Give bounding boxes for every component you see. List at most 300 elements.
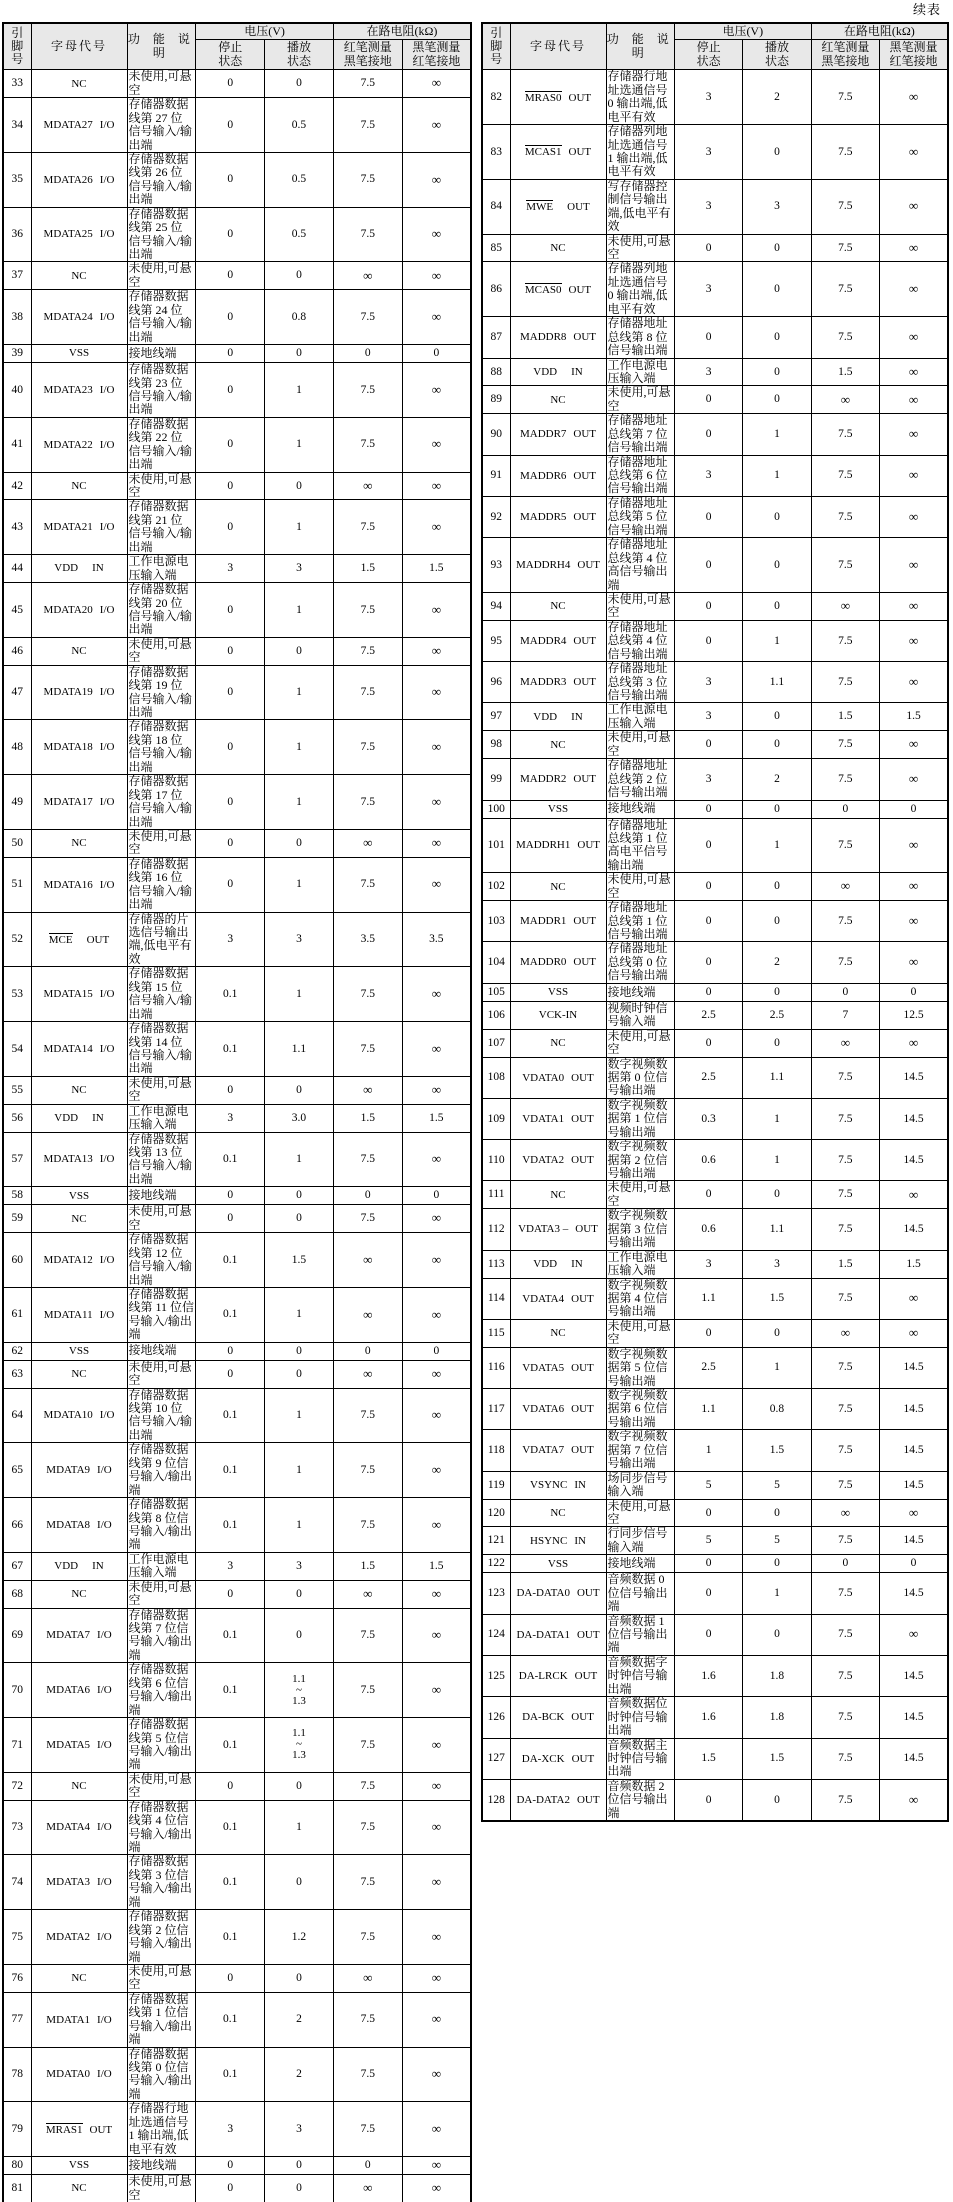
black-probe-resistance-cell: ∞ (880, 1779, 948, 1821)
code-cell (31, 1388, 127, 1443)
stop-voltage-cell: 0.1 (196, 1992, 265, 2047)
code-cell (510, 1655, 606, 1696)
play-voltage-cell: 0 (265, 2157, 334, 2175)
signal-name: MDATA6 (46, 1684, 91, 1697)
play-voltage-cell: 1 (743, 1098, 811, 1139)
function-cell: 数字视频数据第 5 位信号输出端 (606, 1347, 674, 1388)
play-voltage-cell: 3 (265, 1552, 334, 1580)
play-voltage-cell: 1 (743, 818, 811, 873)
stop-voltage-cell: 0 (674, 538, 742, 593)
code-cell (510, 1029, 606, 1057)
signal-direction: OUT (573, 634, 597, 647)
code-cell (31, 1663, 127, 1718)
table-row (482, 1319, 948, 1347)
play-voltage-cell: 1 (265, 1132, 334, 1187)
play-voltage-cell: 2.5 (743, 1001, 811, 1029)
signal-direction: I/O (97, 1821, 112, 1834)
signal-name: MDATA8 (46, 1518, 91, 1531)
red-probe-resistance-cell: 7.5 (333, 417, 402, 472)
pin-number-cell: 35 (3, 152, 31, 207)
red-probe-resistance-cell: 7.5 (811, 1614, 879, 1655)
function-cell: 接地线端 (127, 345, 196, 363)
black-probe-resistance-cell: ∞ (880, 662, 948, 703)
black-probe-resistance-cell: 1.5 (402, 1104, 471, 1132)
play-voltage-cell: 0 (743, 592, 811, 620)
header-play-state (743, 40, 811, 70)
pin-number-cell: 115 (482, 1319, 510, 1347)
play-voltage-cell: 1.5 (743, 1738, 811, 1779)
table-row (3, 967, 471, 1022)
black-probe-resistance-cell: ∞ (880, 262, 948, 317)
table-row (482, 1573, 948, 1614)
signal-name: NC (71, 837, 87, 850)
play-voltage-cell: 0 (265, 637, 334, 665)
black-probe-resistance-cell: 14.5 (880, 1057, 948, 1098)
table-row (482, 1499, 948, 1527)
play-voltage-cell: 0 (265, 829, 334, 857)
red-probe-resistance-cell: 7.5 (811, 1181, 879, 1209)
table-row (482, 1181, 948, 1209)
play-voltage-cell: 0 (743, 496, 811, 537)
play-voltage-cell: 0 (265, 1608, 334, 1663)
play-voltage-cell: 2 (265, 2047, 334, 2102)
function-cell: 存储器列地址选通信号 0 输出端,低电平有效 (606, 262, 674, 317)
range-part: 1.1 (292, 1727, 306, 1740)
stop-voltage-cell: 3 (674, 759, 742, 800)
table-row (482, 317, 948, 358)
black-probe-resistance-cell: ∞ (880, 70, 948, 125)
red-probe-resistance-cell: 0 (333, 345, 402, 363)
code-cell (510, 386, 606, 414)
stop-voltage-cell: 0 (196, 70, 265, 98)
table-row (482, 662, 948, 703)
stop-voltage-cell: 3 (674, 703, 742, 731)
red-probe-resistance-cell: 7.5 (333, 1910, 402, 1965)
range-part: 1.1 (292, 1672, 306, 1685)
code-cell (31, 637, 127, 665)
signal-name: NC (71, 1972, 87, 1985)
table-row (482, 386, 948, 414)
table-row (482, 1001, 948, 1029)
black-probe-resistance-cell: ∞ (402, 152, 471, 207)
pin-number-cell: 45 (3, 583, 31, 638)
play-voltage-cell: 0 (743, 358, 811, 386)
pin-number-cell: 67 (3, 1552, 31, 1580)
play-voltage-cell: 0.8 (743, 1389, 811, 1430)
play-voltage-cell: 0 (743, 1319, 811, 1347)
stop-voltage-cell: 1.1 (674, 1278, 742, 1319)
red-probe-resistance-cell: 7.5 (333, 1608, 402, 1663)
function-cell: 存储器数据线第 23 位信号输入/输出端 (127, 363, 196, 418)
stop-voltage-cell: 3 (674, 455, 742, 496)
signal-direction: IN (574, 1534, 586, 1547)
stop-voltage-cell: 0 (674, 983, 742, 1001)
pin-number-cell: 47 (3, 665, 31, 720)
signal-direction: OUT (573, 956, 597, 969)
pin-number-cell: 51 (3, 857, 31, 912)
black-probe-resistance-cell: ∞ (402, 363, 471, 418)
code-cell (510, 358, 606, 386)
red-probe-resistance-cell: 7.5 (811, 455, 879, 496)
function-cell: 存储器数据线第 9 位信号输入/输出端 (127, 1443, 196, 1498)
table-row (3, 1076, 471, 1104)
pin-number-cell: 75 (3, 1910, 31, 1965)
red-probe-resistance-cell: 7.5 (811, 70, 879, 125)
table-row (3, 857, 471, 912)
header-stop-line2: 状态 (696, 53, 721, 68)
stop-voltage-cell: 0 (674, 901, 742, 942)
stop-voltage-cell: 3 (674, 662, 742, 703)
header-pin-char-2: 脚 (490, 38, 503, 53)
pin-number-cell: 55 (3, 1076, 31, 1104)
signal-name: VDD (533, 1257, 558, 1270)
function-cell: 存储器数据线第 11 位信号输入/输出端 (128, 1286, 195, 1342)
header-pin-number (482, 23, 510, 70)
function-cell: 未使用,可悬空 (127, 1076, 196, 1104)
black-probe-resistance-cell: 12.5 (880, 1001, 948, 1029)
pin-number-cell: 121 (482, 1527, 510, 1555)
range-part: ~ (296, 1738, 302, 1751)
table-row (3, 1022, 471, 1077)
play-voltage-cell: 0 (743, 901, 811, 942)
stop-voltage-cell: 0 (196, 262, 265, 290)
play-voltage-cell (265, 1663, 334, 1718)
table-row (3, 912, 471, 967)
function-cell: 存储器数据线第 12 位信号输入/输出端 (127, 1233, 196, 1288)
signal-direction: OUT (571, 1403, 594, 1415)
signal-name: MADDR5 (519, 510, 567, 523)
code-cell (510, 1140, 606, 1181)
code-cell (510, 414, 606, 455)
signal-name: NC (550, 1327, 566, 1340)
signal-name: MADDR6 (519, 469, 567, 482)
table-header-left (3, 23, 471, 70)
black-probe-resistance-cell: 14.5 (880, 1573, 948, 1614)
red-probe-resistance-cell: ∞ (333, 1964, 402, 1992)
stop-voltage-cell: 0 (196, 1187, 265, 1205)
signal-direction: OUT (571, 1112, 594, 1125)
red-probe-resistance-cell: 7.5 (811, 125, 879, 180)
black-probe-resistance-cell: ∞ (880, 592, 948, 620)
red-probe-resistance-cell: 7.5 (333, 1498, 402, 1553)
stop-voltage-cell: 0 (674, 1319, 742, 1347)
signal-name: MDATA23 (43, 383, 93, 396)
play-voltage-cell: 0 (743, 538, 811, 593)
function-cell: 存储器数据线第 0 位信号输入/输出端 (127, 2047, 196, 2102)
code-cell (31, 1443, 127, 1498)
black-probe-resistance-cell: ∞ (880, 496, 948, 537)
header-play-line1: 播放 (764, 40, 789, 55)
code-cell (510, 1209, 606, 1250)
stop-voltage-cell: 0 (674, 592, 742, 620)
table-row (482, 234, 948, 262)
pin-number-cell: 81 (3, 2175, 31, 2202)
pin-number-cell: 108 (482, 1057, 510, 1098)
play-voltage-cell: 1 (265, 775, 334, 830)
table-body-left (3, 70, 471, 2202)
signal-direction: I/O (99, 1253, 115, 1266)
black-probe-resistance-cell: ∞ (402, 665, 471, 720)
code-cell (31, 262, 127, 290)
signal-name: MDATA22 (43, 438, 93, 451)
play-voltage-cell (265, 1718, 334, 1773)
black-probe-resistance-cell: ∞ (402, 829, 471, 857)
table-row (482, 731, 948, 759)
function-cell: 音频数据 2 位信号输出端 (606, 1779, 674, 1821)
red-probe-resistance-cell: ∞ (333, 1360, 402, 1388)
stop-voltage-cell: 3 (674, 70, 742, 125)
table-row (482, 1209, 948, 1250)
signal-name: VDD (54, 1560, 79, 1573)
function-cell: 存储器数据线第 24 位信号输入/输出端 (127, 290, 196, 345)
pin-number-cell: 38 (3, 290, 31, 345)
black-probe-resistance-cell: ∞ (880, 818, 948, 873)
table-row (482, 1389, 948, 1430)
stop-voltage-cell: 0 (196, 363, 265, 418)
function-cell: 接地线端 (606, 983, 674, 1001)
pin-number-cell: 87 (482, 317, 510, 358)
red-probe-resistance-cell: ∞ (333, 472, 402, 500)
red-probe-resistance-cell: 7.5 (333, 637, 402, 665)
play-voltage-cell: 0.8 (265, 290, 334, 345)
function-cell: 存储器地址总线第 1 位信号输出端 (606, 901, 674, 942)
pin-table-left (2, 22, 472, 2202)
black-probe-resistance-cell: 0 (402, 1342, 471, 1360)
red-probe-resistance-cell: 7.5 (811, 1697, 879, 1738)
header-red-line2: 黑笔接地 (343, 53, 392, 68)
pin-number-cell: 82 (482, 70, 510, 125)
red-probe-resistance-cell: 7.5 (333, 775, 402, 830)
play-voltage-cell: 2 (743, 70, 811, 125)
signal-direction: I/O (99, 1308, 115, 1321)
black-probe-resistance-cell: 1.5 (402, 555, 471, 583)
pin-number-cell: 89 (482, 386, 510, 414)
black-probe-resistance-cell: 14.5 (880, 1655, 948, 1696)
signal-direction: I/O (97, 1464, 112, 1477)
red-probe-resistance-cell: 7.5 (333, 1205, 402, 1233)
code-cell (31, 583, 127, 638)
function-cell: 未使用,可悬空 (606, 1181, 674, 1209)
signal-name: VDATA2 (522, 1154, 565, 1167)
code-cell (510, 70, 606, 125)
code-cell (31, 1992, 127, 2047)
pin-number-cell: 49 (3, 775, 31, 830)
header-code: 字母代号 (31, 23, 127, 70)
signal-name: MDATA13 (43, 1153, 93, 1166)
signal-name: MDATA10 (43, 1409, 93, 1422)
code-cell (510, 125, 606, 180)
code-cell (31, 665, 127, 720)
play-voltage-cell: 3 (743, 179, 811, 234)
black-probe-resistance-cell: 14.5 (880, 1140, 948, 1181)
pin-number-cell: 106 (482, 1001, 510, 1029)
stop-voltage-cell: 0.1 (196, 2047, 265, 2102)
code-cell (510, 1057, 606, 1098)
play-voltage-cell: 0 (743, 234, 811, 262)
black-probe-resistance-cell: 14.5 (880, 1697, 948, 1738)
table-row (3, 2047, 471, 2102)
pin-number-cell: 111 (482, 1181, 510, 1209)
pin-number-cell: 107 (482, 1029, 510, 1057)
code-cell (31, 1498, 127, 1553)
red-probe-resistance-cell: 7.5 (811, 1655, 879, 1696)
stop-voltage-cell: 3 (674, 1250, 742, 1278)
table-row (482, 1430, 948, 1471)
stop-voltage-cell: 0 (674, 1573, 742, 1614)
stop-voltage-cell: 0 (196, 152, 265, 207)
table-row (482, 592, 948, 620)
pin-number-cell: 60 (3, 1233, 31, 1288)
function-cell: 接地线端 (606, 1555, 674, 1573)
signal-direction: I/O (99, 521, 115, 534)
table-row (3, 555, 471, 583)
play-voltage-cell: 5 (743, 1471, 811, 1499)
pin-number-cell: 114 (482, 1278, 510, 1319)
header-stop-state (674, 40, 742, 70)
red-probe-resistance-cell: 7.5 (811, 1140, 879, 1181)
signal-name: MADDR0 (519, 956, 567, 969)
code-cell (510, 592, 606, 620)
black-probe-resistance-cell: ∞ (880, 1029, 948, 1057)
table-row (3, 98, 471, 153)
function-cell: 存储器地址总线第 6 位信号输出端 (606, 455, 674, 496)
table-row (482, 538, 948, 593)
table-body-right (482, 70, 948, 1821)
stop-voltage-cell: 3 (674, 179, 742, 234)
code-cell (510, 1471, 606, 1499)
code-cell (510, 662, 606, 703)
pin-number-cell: 43 (3, 500, 31, 555)
signal-name: MDATA27 (43, 118, 93, 131)
code-cell (31, 1076, 127, 1104)
table-row (3, 1772, 471, 1800)
code-cell (31, 912, 127, 967)
signal-name: MADDRH4 (515, 558, 571, 571)
function-cell: 未使用,可悬空 (127, 1360, 196, 1388)
play-voltage-cell: 0 (265, 1580, 334, 1608)
play-voltage-cell: 2 (743, 942, 811, 983)
signal-name: VDD (54, 1111, 79, 1124)
pin-number-cell: 97 (482, 703, 510, 731)
black-probe-resistance-cell: ∞ (402, 775, 471, 830)
code-cell (510, 1347, 606, 1388)
code-cell (510, 1614, 606, 1655)
header-code: 字母代号 (510, 23, 606, 70)
code-cell (31, 290, 127, 345)
function-cell: 行同步信号输入端 (606, 1527, 674, 1555)
stop-voltage-cell: 0 (674, 942, 742, 983)
play-voltage-cell: 1 (743, 620, 811, 661)
signal-name: VDD (54, 562, 79, 575)
pin-number-cell: 125 (482, 1655, 510, 1696)
signal-name: MADDRH1 (515, 839, 571, 852)
header-function: 功 能 说 明 (127, 23, 196, 70)
table-row (482, 1098, 948, 1139)
pin-number-cell: 40 (3, 363, 31, 418)
header-black-probe (880, 40, 948, 70)
signal-name: MDATA11 (43, 1308, 93, 1321)
pin-number-cell: 71 (3, 1718, 31, 1773)
black-probe-resistance-cell: ∞ (402, 720, 471, 775)
black-probe-resistance-cell: ∞ (402, 637, 471, 665)
code-cell (31, 152, 127, 207)
red-probe-resistance-cell: 7.5 (333, 98, 402, 153)
function-cell: 存储器数据线第 20 位信号输入/输出端 (127, 583, 196, 638)
black-probe-resistance-cell: 0 (880, 1555, 948, 1573)
black-probe-resistance-cell: ∞ (880, 1181, 948, 1209)
pin-number-cell: 84 (482, 179, 510, 234)
pin-number-cell: 68 (3, 1580, 31, 1608)
signal-direction: OUT (573, 915, 597, 928)
table-row (3, 152, 471, 207)
table-row (482, 70, 948, 125)
function-cell: 工作电源电压输入端 (127, 1104, 196, 1132)
play-voltage-cell: 0 (265, 1360, 334, 1388)
header-play-state (265, 40, 334, 70)
signal-name: VDATA6 (522, 1403, 565, 1415)
function-cell: 未使用,可悬空 (127, 637, 196, 665)
play-voltage-cell: 1 (265, 1498, 334, 1553)
pin-number-cell: 58 (3, 1187, 31, 1205)
function-cell: 未使用,可悬空 (606, 1499, 674, 1527)
red-probe-resistance-cell: 1.5 (811, 1250, 879, 1278)
signal-name: MDATA3 (46, 1876, 91, 1889)
code-cell (31, 1205, 127, 1233)
black-probe-resistance-cell: ∞ (402, 967, 471, 1022)
signal-name: NC (550, 1188, 566, 1201)
black-probe-resistance-cell: ∞ (402, 1580, 471, 1608)
red-probe-resistance-cell: 7.5 (811, 1209, 879, 1250)
signal-direction: I/O (99, 1409, 115, 1422)
header-red-line1: 红笔测量 (343, 40, 392, 55)
code-cell (510, 317, 606, 358)
signal-direction: OUT (573, 510, 597, 523)
red-probe-resistance-cell: 7.5 (333, 967, 402, 1022)
table-row (482, 983, 948, 1001)
black-probe-resistance-cell: 14.5 (880, 1347, 948, 1388)
black-probe-resistance-cell: ∞ (402, 583, 471, 638)
stop-voltage-cell: 0 (196, 1076, 265, 1104)
table-row (482, 901, 948, 942)
header-resistance-group: 在路电阻(kΩ) (811, 23, 948, 40)
function-cell: 数字视频数据第 3 位信号输出端 (606, 1209, 674, 1250)
code-cell (31, 1855, 127, 1910)
pin-number-cell: 69 (3, 1608, 31, 1663)
function-cell: 音频数据 0 位信号输出端 (606, 1573, 674, 1614)
signal-direction: IN (571, 710, 583, 723)
table-row (3, 363, 471, 418)
table-row (482, 1029, 948, 1057)
red-probe-resistance-cell: 7.5 (811, 1347, 879, 1388)
header-stop-state (196, 40, 265, 70)
pin-number-cell: 126 (482, 1697, 510, 1738)
stop-voltage-cell: 2.5 (674, 1001, 742, 1029)
red-probe-resistance-cell: 7.5 (333, 720, 402, 775)
code-cell (31, 207, 127, 262)
code-cell (510, 731, 606, 759)
function-cell: 存储器数据线第 3 位信号输入/输出端 (127, 1855, 196, 1910)
stop-voltage-cell: 0 (674, 1029, 742, 1057)
play-voltage-cell: 0 (743, 125, 811, 180)
play-voltage-cell: 0 (743, 386, 811, 414)
pin-number-cell: 101 (482, 818, 510, 873)
function-cell: 未使用,可悬空 (606, 592, 674, 620)
code-cell (31, 1910, 127, 1965)
signal-name: MDATA17 (43, 795, 93, 808)
black-probe-resistance-cell: 1.5 (880, 1250, 948, 1278)
black-probe-resistance-cell: ∞ (402, 2102, 471, 2157)
table-row (482, 179, 948, 234)
